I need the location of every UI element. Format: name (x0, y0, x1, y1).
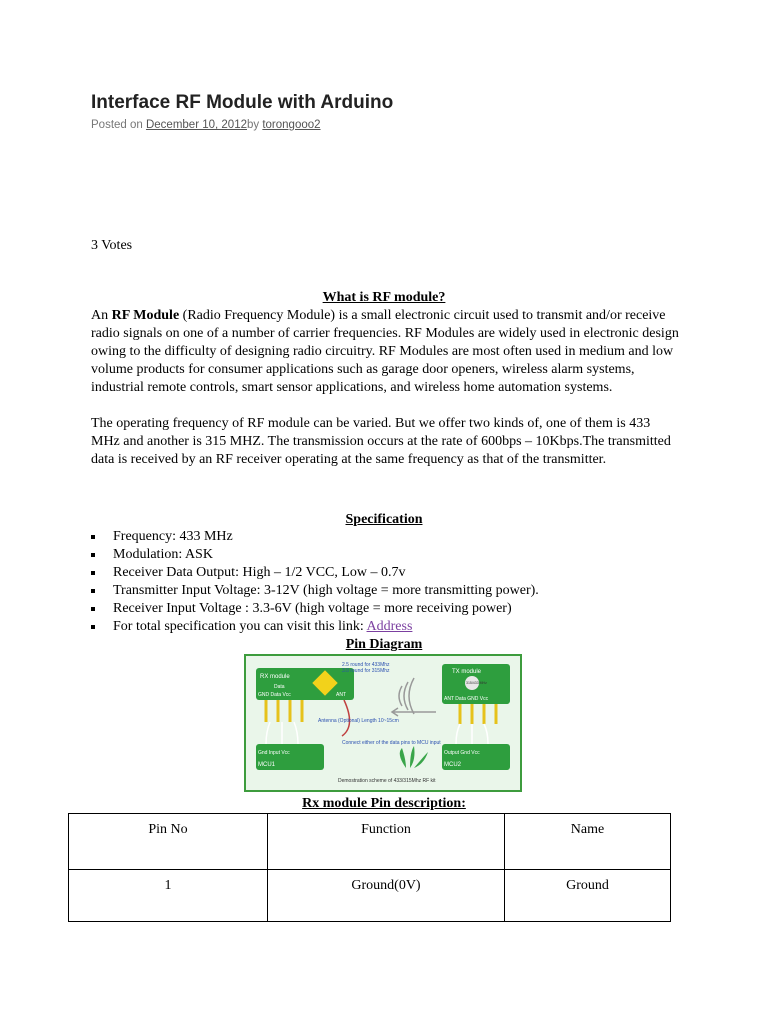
bullet-icon (91, 535, 95, 539)
header-pin-no: Pin No (69, 814, 268, 870)
list-item: Receiver Input Voltage : 3.3-6V (high voltage = more receiving power) (91, 600, 539, 618)
bullet-icon (91, 625, 95, 629)
bullet-icon (91, 553, 95, 557)
post-meta (91, 119, 321, 131)
mcu1-label: MCU1 (258, 762, 276, 768)
bullet-icon (91, 589, 95, 593)
round-note-1: 2.5 round for 433Mhz (342, 662, 390, 668)
table-row (69, 870, 671, 922)
tx-pins-label: ANT Data GND Vcc (444, 696, 489, 702)
rx-module-label: RX module (260, 674, 290, 680)
list-item: Frequency: 433 MHz (91, 528, 539, 546)
pin-diagram-heading: Pin Diagram (345, 637, 423, 652)
votes-count: 3 Votes (91, 238, 133, 253)
tx-freq-label: 315/433 MHz (466, 681, 487, 685)
page-title: Interface RF Module with Arduino (91, 92, 394, 113)
rx-pin-table (68, 813, 671, 922)
mcu2-label: MCU2 (444, 762, 462, 768)
mcu2-pins-label: Output Gnd Vcc (444, 750, 480, 756)
intro-rest: (Radio Frequency Module) is a small electronic circuit used to transmit and/or receive radio signals on one of a number of carrier frequencies. RF Modules are widely used in electronic design owing to the difficulty of designing radio circuitry. RF Modules are most often used in medium and low volume products for consumer applications such as garage door openers, wireless alarm systems, industrial remote controls, smart sensor applications, and wireless home automation systems. (91, 308, 679, 395)
by-label: by (247, 119, 263, 131)
what-is-heading: What is RF module? (322, 290, 446, 305)
tx-module-label: TX module (452, 669, 482, 675)
bullet-icon (91, 607, 95, 611)
antenna-note: Antenna (Optional) Length 10~15cm (318, 718, 399, 724)
posted-on-label: Posted on (91, 119, 146, 131)
address-link[interactable]: Address (366, 619, 413, 634)
intro-paragraph (91, 307, 681, 397)
post-date-link[interactable]: December 10, 2012 (145, 119, 247, 131)
bullet-icon (91, 571, 95, 575)
header-function: Function (268, 814, 505, 870)
intro-bold-term: RF Module (111, 308, 180, 323)
connect-note: Connect either of the data pins to MCU input (342, 740, 441, 746)
cell-name: Ground (505, 870, 671, 922)
list-item: Receiver Data Output: High – 1/2 VCC, Low – 0.7v (91, 564, 539, 582)
cell-pin-no: 1 (69, 870, 268, 922)
diagram-caption: Demostration scheme of 433/315Mhz RF kit (338, 778, 436, 784)
mcu1-pins-label: Gnd Input Vcc (258, 750, 290, 756)
author-link[interactable]: torongooo2 (262, 119, 321, 131)
list-item: Modulation: ASK (91, 546, 539, 564)
rx-ant-label: ANT (336, 692, 346, 698)
pin-diagram-image (244, 654, 522, 792)
specification-list (91, 528, 539, 636)
list-item: Transmitter Input Voltage: 3-12V (high voltage = more transmitting power). (91, 582, 539, 600)
frequency-paragraph: The operating frequency of RF module can be varied. But we offer two kinds of, one of them is 433 MHz and another is 315 MHZ. The transmission occurs at the rate of 600bps – 10Kbps.The transmitted data is received by an RF receiver operating at the same frequency as that of the transmitter. (91, 416, 671, 467)
specification-heading: Specification (345, 512, 423, 527)
rx-table-heading: Rx module Pin description: (302, 796, 466, 811)
table-header-row (69, 814, 671, 870)
cell-function: Ground(0V) (268, 870, 505, 922)
intro-an: An (91, 308, 112, 323)
rx-pins-label: GND Data Vcc (258, 692, 291, 698)
rx-data-label: Data (274, 684, 285, 690)
round-note-2: 3.0 round for 315Mhz (342, 668, 390, 674)
list-item: For total specification you can visit this link: Address (91, 618, 539, 636)
header-name: Name (505, 814, 671, 870)
